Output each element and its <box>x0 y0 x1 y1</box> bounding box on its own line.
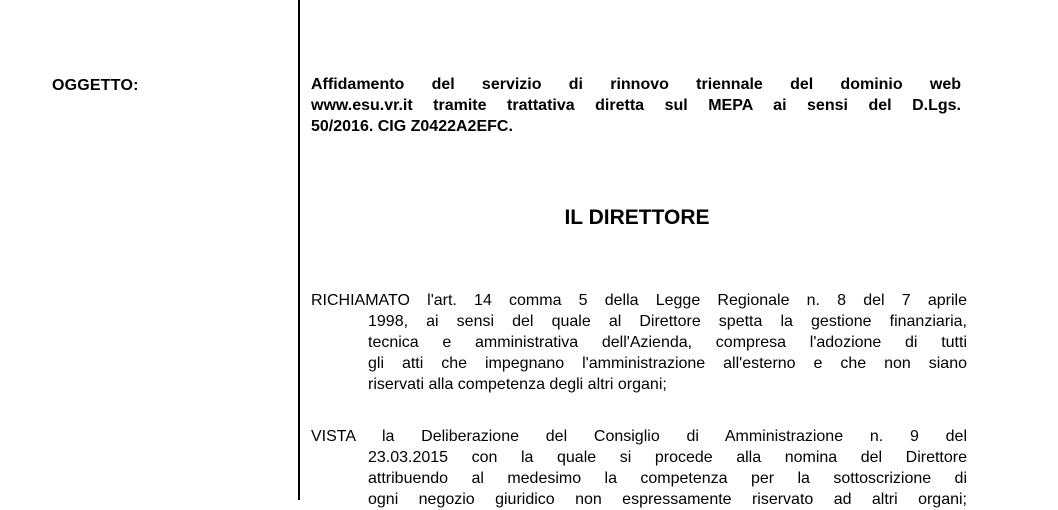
paragraph-richiamato <box>311 290 967 395</box>
vertical-divider-line <box>298 0 300 500</box>
paragraph-line: attribuendo al medesimo la competenza per la sottoscrizione di <box>368 470 967 487</box>
subject-line-1: Affidamento del servizio di rinnovo triennale del dominio web <box>311 76 961 93</box>
paragraph-line: ogni negozio giuridico non espressamente riservato ad altri organi; <box>368 491 967 508</box>
paragraph-line: gli atti che impegnano l'amministrazione all'esterno e che non siano <box>368 355 967 372</box>
subject-line-2: www.esu.vr.it tramite trattativa diretta sul MEPA ai sensi del D.Lgs. <box>311 97 961 114</box>
paragraph-line: RICHIAMATO l'art. 14 comma 5 della Legge Regionale n. 8 del 7 aprile <box>311 292 967 309</box>
subject-line-3: 50/2016. CIG Z0422A2EFC. <box>311 118 513 135</box>
paragraph-line: 23.03.2015 con la quale si procede alla nomina del Direttore <box>368 449 967 466</box>
paragraph-line: 1998, ai sensi del quale al Direttore spetta la gestione finanziaria, <box>368 313 967 330</box>
subject-text <box>311 74 961 137</box>
paragraph-line: VISTA la Deliberazione del Consiglio di Amministrazione n. 9 del <box>311 428 967 445</box>
paragraph-line: riservati alla competenza degli altri organi; <box>368 376 667 393</box>
paragraph-line: tecnica e amministrativa dell'Azienda, compresa l'adozione di tutti <box>368 334 967 351</box>
subject-label: OGGETTO: <box>52 77 139 94</box>
paragraph-vista <box>311 426 967 510</box>
document-heading: IL DIRETTORE <box>564 206 710 229</box>
